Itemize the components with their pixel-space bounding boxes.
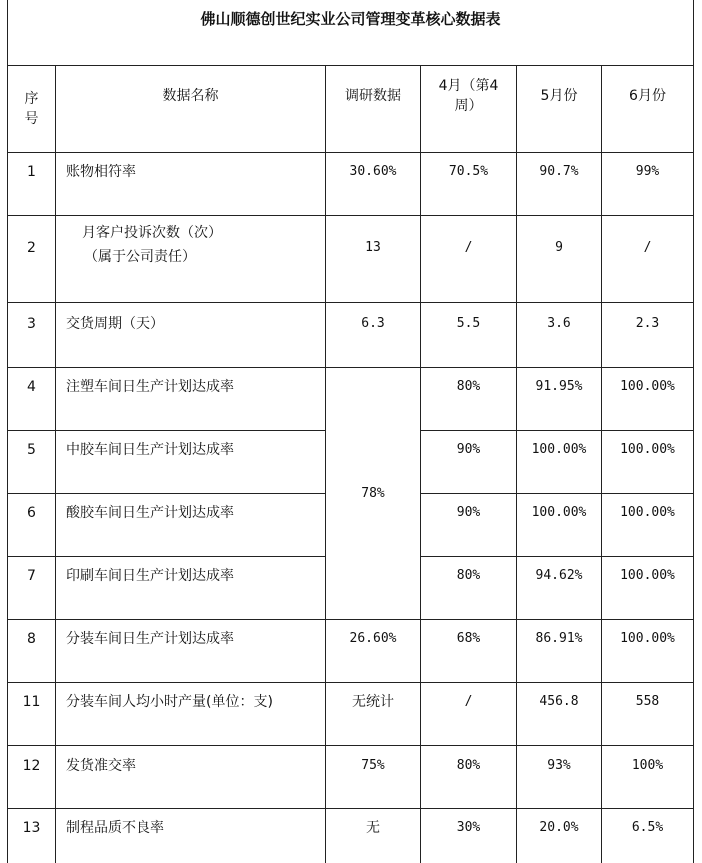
row-11-apr: /: [464, 694, 473, 709]
row-6-jun: 100.00%: [620, 505, 675, 520]
row-4-may: 91.95%: [535, 379, 583, 394]
row-11-survey: 无统计: [352, 694, 394, 710]
header-may: 5月份: [540, 88, 578, 104]
row-12-seq: 12: [22, 758, 41, 774]
row-2-seq: 2: [27, 240, 36, 256]
row-4-seq: 4: [27, 379, 36, 395]
row-6-apr: 90%: [456, 505, 481, 520]
row-5-may: 100.00%: [531, 442, 587, 457]
row-13-survey: 无: [366, 820, 380, 836]
row-6-seq: 6: [27, 505, 36, 521]
row-2-apr: /: [464, 240, 473, 255]
row-1-jun: 99%: [635, 164, 660, 179]
row-13-name: 制程品质不良率: [66, 820, 164, 836]
row-3-survey: 6.3: [361, 316, 385, 331]
table-border-right: [693, 0, 694, 863]
row-7-jun: 100.00%: [620, 568, 675, 583]
row-12-apr: 80%: [456, 758, 481, 773]
column-line: [55, 65, 56, 863]
row-8-jun: 100.00%: [620, 631, 675, 646]
row-11-name: 分装车间人均小时产量(单位：支): [66, 694, 273, 710]
row-2-name-line1: 月客户投诉次数（次）: [82, 225, 222, 241]
row-12-survey: 75%: [361, 758, 385, 773]
header-apr: [421, 66, 516, 126]
row-3-apr: 5.5: [456, 316, 481, 331]
row-8-name: 分装车间日生产计划达成率: [66, 631, 234, 647]
header-seq: [8, 66, 55, 152]
row-11-jun: 558: [635, 694, 660, 709]
row-8-seq: 8: [27, 631, 36, 647]
row-7-name: 印刷车间日生产计划达成率: [66, 568, 234, 584]
row-5-apr: 90%: [456, 442, 481, 457]
row-13-apr: 30%: [456, 820, 481, 835]
header-jun: 6月份: [629, 88, 666, 104]
row-7-apr: 80%: [456, 568, 481, 583]
header-apr-text: 4月（第4周）: [438, 78, 499, 114]
row-4-jun: 100.00%: [620, 379, 675, 394]
row-13-jun: 6.5%: [631, 820, 664, 835]
row-3-may: 3.6: [547, 316, 571, 331]
merged-survey-4-7: 78%: [361, 485, 385, 501]
row-4-apr: 80%: [456, 379, 481, 394]
row-1-apr: 70.5%: [448, 164, 489, 179]
row-3-jun: 2.3: [635, 316, 660, 331]
row-3-name: 交货周期（天）: [66, 316, 164, 332]
row-2-survey: 13: [365, 240, 381, 255]
row-5-name: 中胶车间日生产计划达成率: [66, 442, 234, 458]
row-7-seq: 7: [27, 568, 36, 584]
row-3-seq: 3: [27, 316, 36, 332]
row-12-name: 发货准交率: [66, 758, 136, 774]
row-7-may: 94.62%: [535, 568, 583, 583]
row-13-may: 20.0%: [539, 820, 579, 835]
row-6-may: 100.00%: [531, 505, 587, 520]
row-5-jun: 100.00%: [620, 442, 675, 457]
row-8-apr: 68%: [456, 631, 481, 646]
row-11-may: 456.8: [539, 694, 579, 709]
row-13-seq: 13: [22, 820, 41, 836]
row-12-may: 93%: [547, 758, 571, 773]
row-2-may: 9: [555, 240, 563, 255]
row-11-seq: 11: [22, 694, 41, 710]
row-1-survey: 30.60%: [349, 164, 397, 179]
header-survey: 调研数据: [345, 88, 401, 104]
table-title: 佛山顺德创世纪实业公司管理变革核心数据表: [200, 10, 501, 28]
header-seq-text: 序号: [24, 91, 39, 127]
row-1-name: 账物相符率: [66, 164, 136, 180]
row-4-name: 注塑车间日生产计划达成率: [66, 379, 234, 395]
row-1-may: 90.7%: [539, 164, 579, 179]
row-1-seq: 1: [27, 164, 36, 180]
row-12-jun: 100%: [631, 758, 664, 773]
row-5-seq: 5: [27, 442, 36, 458]
row-6-name: 酸胶车间日生产计划达成率: [66, 505, 234, 521]
row-8-may: 86.91%: [535, 631, 583, 646]
header-name: 数据名称: [162, 88, 219, 104]
row-8-survey: 26.60%: [349, 631, 397, 646]
row-2-name-line2: （属于公司责任）: [84, 249, 196, 265]
row-2-jun: /: [643, 240, 652, 255]
